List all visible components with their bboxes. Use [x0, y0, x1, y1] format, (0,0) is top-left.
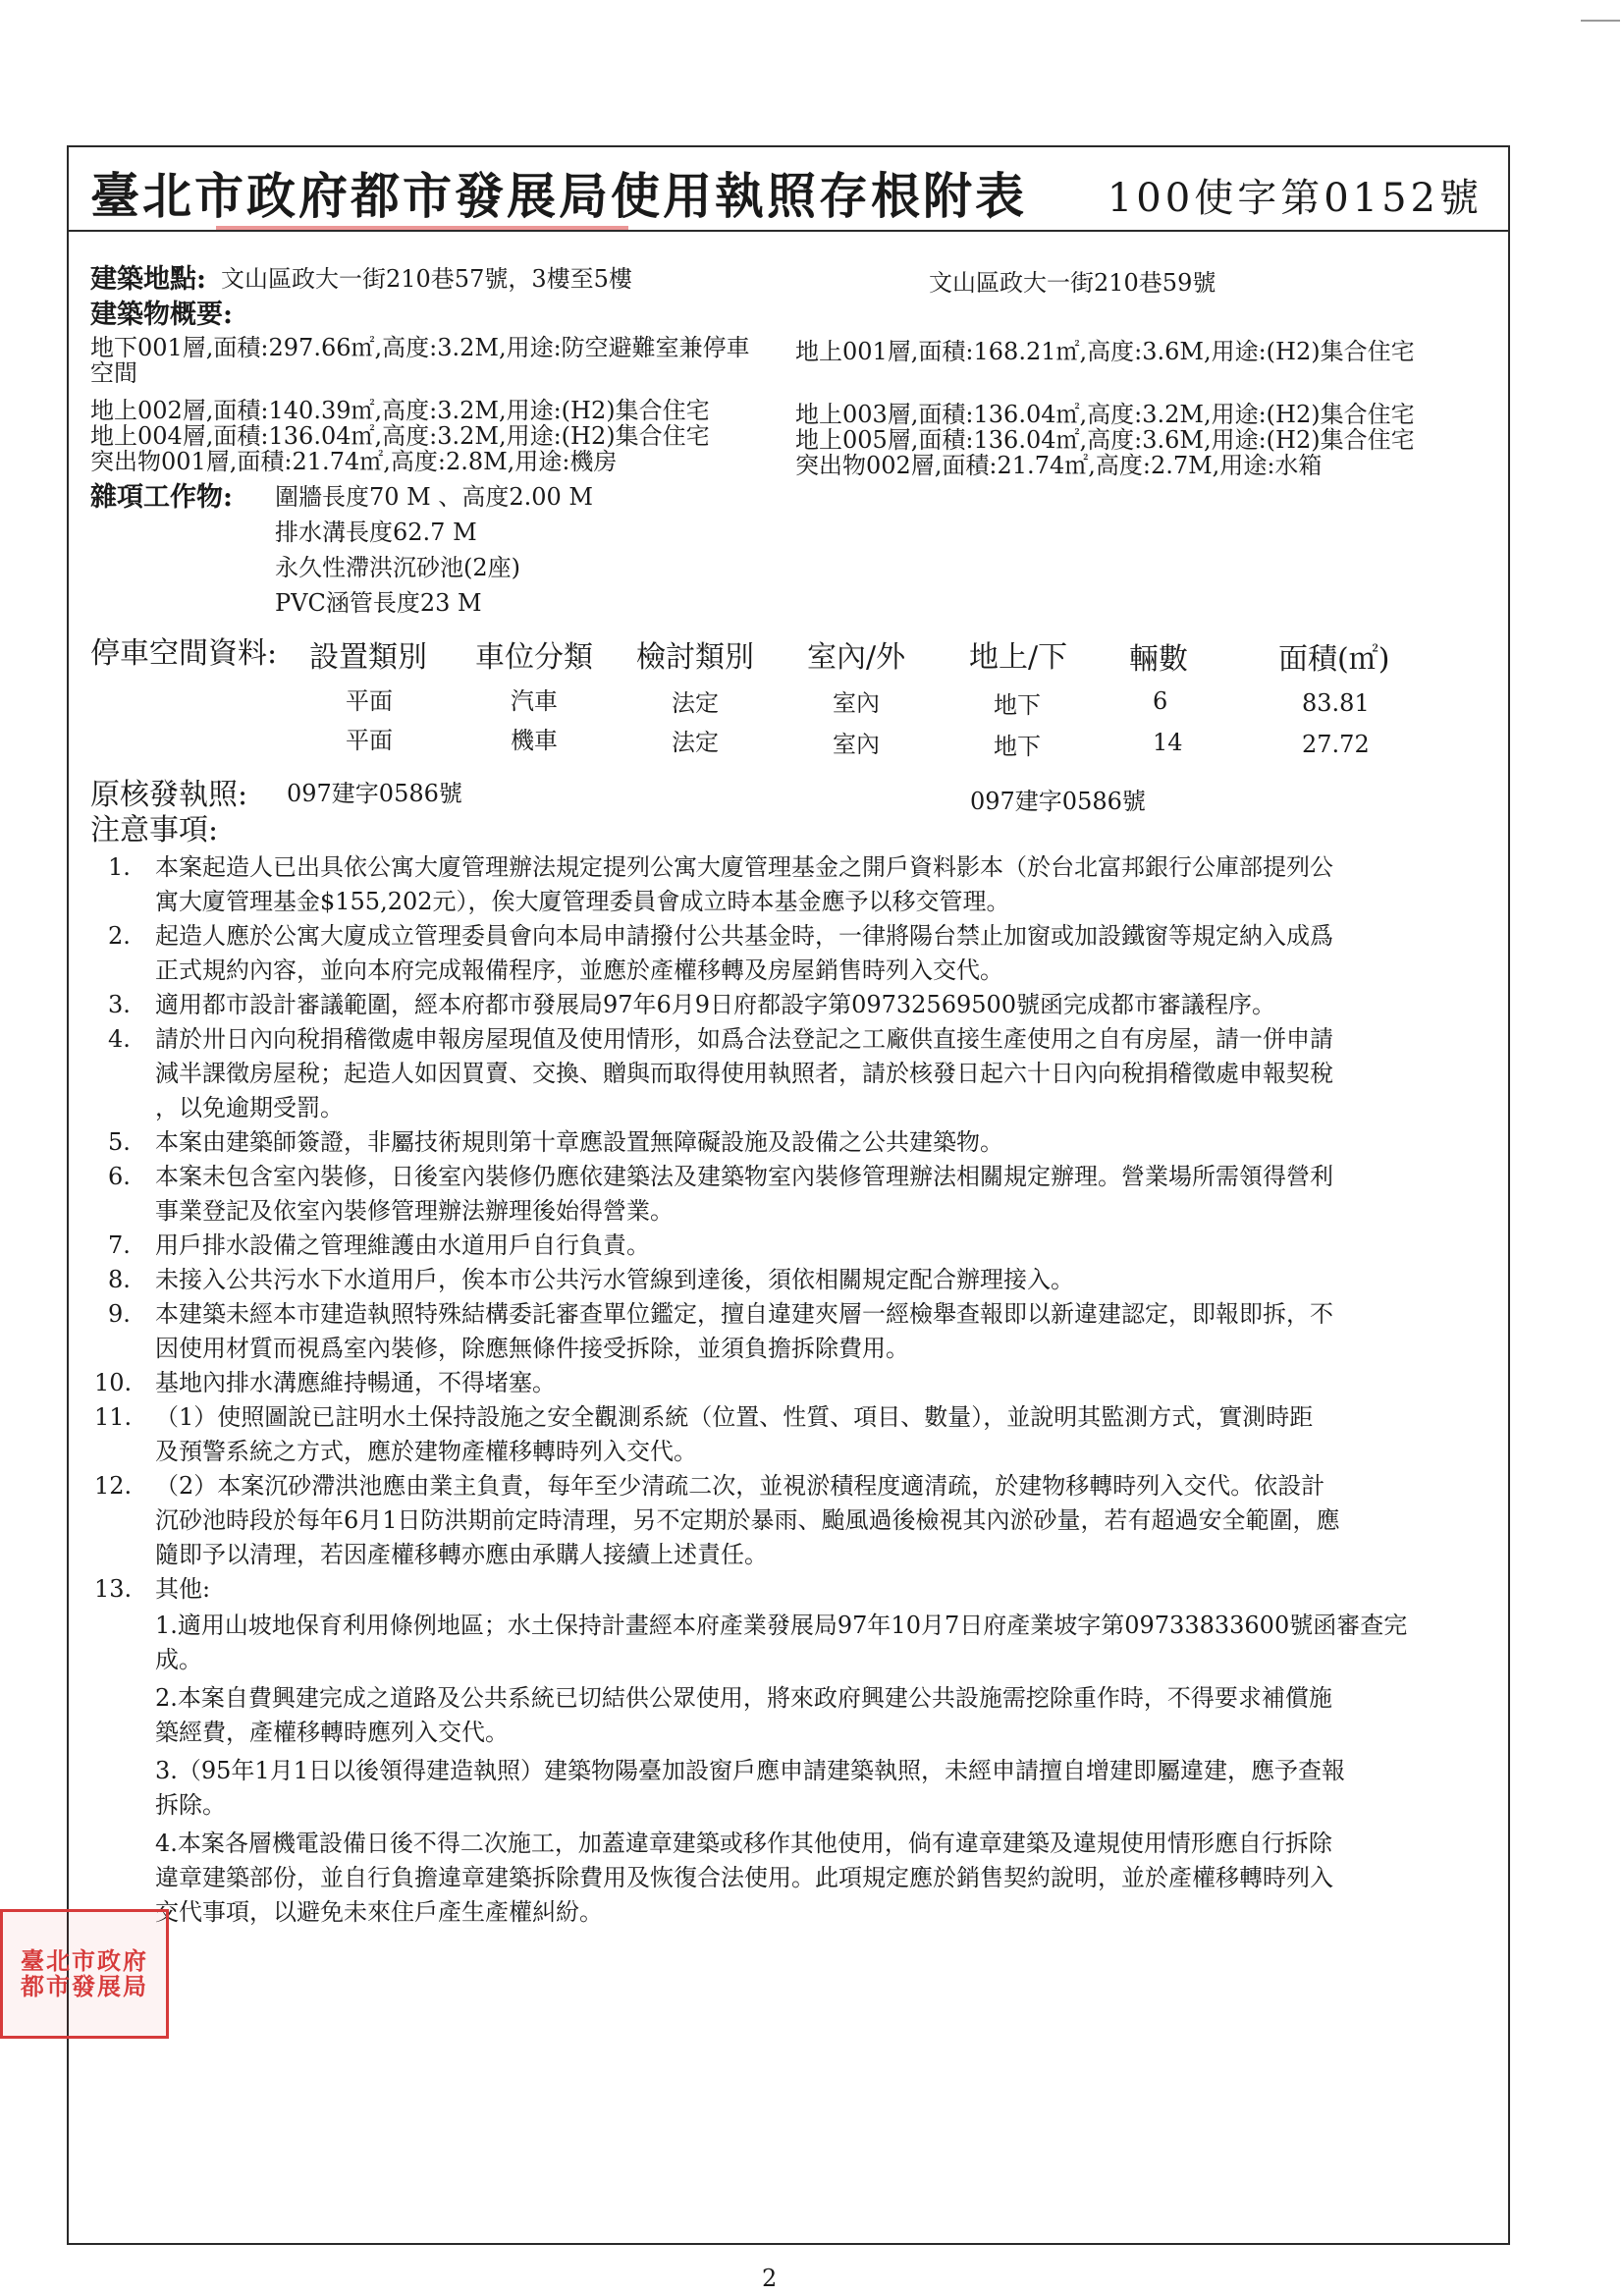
parking-header-space-class: 車位分類	[475, 640, 593, 675]
parking-header-indoor-outdoor: 室內/外	[807, 640, 906, 675]
original-permit-value-2: 097建字0586號	[970, 788, 1146, 815]
note-line: 事業登記及依室內裝修管理辦法辦理後始得營業。	[155, 1197, 674, 1225]
note-line: 其他:	[155, 1575, 211, 1603]
note-line: 隨即予以清理，若因產權移轉亦應由承購人接續上述責任。	[155, 1541, 768, 1568]
note-line: （2）本案沉砂滯洪池應由業主負責，每年至少清疏二次，並視淤積程度適清疏，於建物移轉時列入交代。依設計	[155, 1472, 1325, 1500]
note-line: 及預警系統之方式，應於建物產權移轉時列入交代。	[155, 1438, 697, 1465]
note-line: 減半課徵房屋稅；起造人如因買賣、交換、贈與而取得使用執照者，請於核發日起六十日內向稅捐稽徵處申報契稅	[155, 1060, 1333, 1087]
official-seal-stamp	[0, 1909, 169, 2039]
note-number: 4.	[108, 1025, 131, 1053]
note-number: 3.	[108, 991, 131, 1018]
notes-label: 注意事項:	[90, 813, 219, 847]
other-item-line: 拆除。	[155, 1791, 226, 1819]
note-number: 5.	[108, 1128, 131, 1156]
other-item-line: 2.本案自費興建完成之道路及公共系統已切結供公眾使用，將來政府興建公共設施需挖除重作時，不得要求補償施	[155, 1684, 1332, 1712]
parking-cell: 14	[1153, 729, 1183, 756]
parking-label: 停車空間資料:	[90, 636, 278, 671]
site-label: 建築地點:	[90, 264, 206, 295]
misc-work-item: 永久性滯洪沉砂池(2座)	[275, 554, 520, 581]
page-number: 2	[762, 2265, 778, 2292]
note-item	[108, 1229, 650, 1263]
misc-work-item: 圍牆長度70 M 、高度2.00 M	[275, 483, 594, 511]
overview-left-line: 地下001層,面積:297.66㎡,高度:3.2M,用途:防空避難室兼停車	[90, 334, 750, 361]
note-number: 1.	[108, 853, 131, 881]
other-item-line: 3.（95年1月1日以後領得建造執照）建築物陽臺加設窗戶應申請建築執照，未經申請擅自增建即屬違建，應予查報	[155, 1757, 1345, 1784]
parking-header-count: 輛數	[1129, 642, 1188, 677]
parking-cell: 27.72	[1302, 731, 1370, 758]
parking-header-review-type: 檢討類別	[636, 640, 754, 675]
note-number: 13.	[94, 1575, 133, 1603]
note-number: 9.	[108, 1300, 131, 1328]
note-item	[108, 1297, 1333, 1366]
other-item	[155, 1827, 1333, 1930]
parking-cell: 83.81	[1302, 689, 1370, 717]
site-address-1: 文山區政大一街210巷57號，3樓至5樓	[221, 265, 632, 293]
parking-cell: 平面	[346, 687, 393, 715]
misc-work-item: PVC涵管長度23 M	[275, 589, 482, 617]
scan-corner-mark	[1581, 20, 1620, 22]
parking-header-above-below: 地上/下	[969, 640, 1068, 675]
parking-header-area: 面積(㎡)	[1278, 642, 1390, 677]
note-item	[108, 919, 1333, 988]
parking-cell: 室內	[833, 731, 880, 758]
note-line: 沉砂池時段於每年6月1日防洪期前定時清理，另不定期於暴雨、颱風過後檢視其內淤砂量，若有超過安全範圍，應	[155, 1506, 1340, 1534]
site-address-2: 文山區政大一街210巷59號	[929, 269, 1216, 297]
note-number: 10.	[94, 1369, 133, 1396]
note-line: 本建築未經本市建造執照特殊結構委託審查單位鑑定，擅自違建夾層一經檢舉查報即以新違建認定，即報即拆，不	[155, 1300, 1333, 1328]
overview-right-line: 突出物002層,面積:21.74㎡,高度:2.7M,用途:水箱	[795, 452, 1323, 479]
note-item	[94, 1400, 1313, 1469]
parking-cell: 汽車	[511, 687, 558, 715]
other-item	[155, 1754, 1345, 1823]
note-item	[108, 1160, 1333, 1229]
note-item	[108, 850, 1333, 919]
parking-cell: 地下	[994, 691, 1041, 719]
overview-left-line: 空間	[90, 359, 137, 387]
overview-right-line: 地上001層,面積:168.21㎡,高度:3.6M,用途:(H2)集合住宅	[795, 338, 1415, 365]
note-item	[108, 1263, 1074, 1297]
note-line: 正式規約內容，並向本府完成報備程序，並應於產權移轉及房屋銷售時列入交代。	[155, 957, 1003, 984]
note-number: 2.	[108, 922, 131, 950]
overview-right-line: 地上005層,面積:136.04㎡,高度:3.6M,用途:(H2)集合住宅	[795, 426, 1415, 454]
note-item	[94, 1572, 210, 1607]
overview-left-line: 地上002層,面積:140.39㎡,高度:3.2M,用途:(H2)集合住宅	[90, 397, 710, 424]
other-item-line: 交代事項，以避免未來住戶產生產權糾紛。	[155, 1898, 603, 1926]
original-permit-label: 原核發執照:	[90, 778, 248, 812]
note-line: 適用都市設計審議範圍，經本府都市發展局97年6月9日府都設字第09732569500號函完成都市審議程序。	[155, 991, 1276, 1018]
note-line: 因使用材質而視爲室內裝修，除應無條件接受拆除，並須負擔拆除費用。	[155, 1335, 909, 1362]
seal-text: 臺北市政府都市發展局	[21, 1945, 148, 2000]
note-number: 6.	[108, 1163, 131, 1190]
document-title: 臺北市政府都市發展局使用執照存根附表	[90, 167, 1027, 225]
parking-cell: 法定	[672, 729, 719, 756]
note-line: （1）使照圖說已註明水土保持設施之安全觀測系統（位置、性質、項目、數量），並說明其監測方式，實測時距	[155, 1403, 1314, 1431]
note-line: 用戶排水設備之管理維護由水道用戶自行負責。	[155, 1231, 650, 1259]
parking-cell: 機車	[511, 727, 558, 754]
note-item	[108, 1022, 1333, 1125]
parking-cell: 法定	[672, 689, 719, 717]
title-row	[69, 147, 1508, 232]
note-line: 本案起造人已出具依公寓大廈管理辦法規定提列公寓大廈管理基金之開戶資料影本（於台北富邦銀行公庫部提列公	[155, 853, 1333, 881]
note-line: 本案未包含室內裝修，日後室內裝修仍應依建築法及建築物室內裝修管理辦法相關規定辦理。營業場所需領得營利	[155, 1163, 1333, 1190]
note-number: 12.	[94, 1472, 133, 1500]
parking-cell: 地下	[994, 733, 1041, 760]
note-item	[108, 988, 1275, 1022]
red-stamp-smear	[216, 226, 628, 230]
parking-cell: 室內	[833, 689, 880, 717]
permit-number: 100使字第0152號	[1107, 176, 1483, 221]
overview-right-line: 地上003層,面積:136.04㎡,高度:3.2M,用途:(H2)集合住宅	[795, 401, 1415, 428]
note-number: 7.	[108, 1231, 131, 1259]
note-item	[94, 1469, 1340, 1572]
other-item-line: 1.適用山坡地保育利用條例地區；水土保持計畫經本府產業發展局97年10月7日府產業坡字第09733833600號函審查完	[155, 1612, 1408, 1639]
parking-header-setting-type: 設置類別	[309, 640, 427, 675]
note-line: 寓大廈管理基金$155,202元），俟大廈管理委員會成立時本基金應予以移交管理。	[155, 888, 1010, 915]
overview-label: 建築物概要:	[90, 300, 233, 330]
document-frame	[67, 145, 1510, 2245]
parking-cell: 6	[1153, 687, 1168, 715]
misc-work-item: 排水溝長度62.7 M	[275, 519, 477, 546]
other-item	[155, 1681, 1332, 1750]
note-number: 8.	[108, 1266, 131, 1293]
note-item	[108, 1125, 1003, 1160]
other-item	[155, 1609, 1407, 1677]
note-item	[94, 1366, 556, 1400]
note-line: ，以免逾期受罰。	[155, 1094, 344, 1121]
misc-works-label: 雜項工作物:	[90, 482, 233, 513]
note-line: 未接入公共污水下水道用戶，俟本市公共污水管線到達後，須依相關規定配合辦理接入。	[155, 1266, 1074, 1293]
note-line: 本案由建築師簽證，非屬技術規則第十章應設置無障礙設施及設備之公共建築物。	[155, 1128, 1003, 1156]
other-item-line: 築經費，產權移轉時應列入交代。	[155, 1719, 509, 1746]
overview-left-line: 突出物001層,面積:21.74㎡,高度:2.8M,用途:機房	[90, 448, 618, 475]
parking-cell: 平面	[346, 727, 393, 754]
other-item-line: 4.本案各層機電設備日後不得二次施工，加蓋違章建築或移作其他使用，倘有違章建築及違規使用情形應自行拆除	[155, 1830, 1332, 1857]
overview-left-line: 地上004層,面積:136.04㎡,高度:3.2M,用途:(H2)集合住宅	[90, 422, 710, 450]
note-line: 基地內排水溝應維持暢通，不得堵塞。	[155, 1369, 556, 1396]
note-line: 起造人應於公寓大廈成立管理委員會向本局申請撥付公共基金時，一律將陽台禁止加窗或加設鐵窗等規定納入成爲	[155, 922, 1333, 950]
original-permit-value-1: 097建字0586號	[287, 780, 462, 807]
other-item-line: 違章建築部份，並自行負擔違章建築拆除費用及恢復合法使用。此項規定應於銷售契約說明，並於產權移轉時列入	[155, 1864, 1333, 1891]
other-item-line: 成。	[155, 1646, 202, 1673]
note-number: 11.	[94, 1403, 133, 1431]
note-line: 請於卅日內向稅捐稽徵處申報房屋現值及使用情形，如爲合法登記之工廠供直接生產使用之自有房屋，請一併申請	[155, 1025, 1333, 1053]
